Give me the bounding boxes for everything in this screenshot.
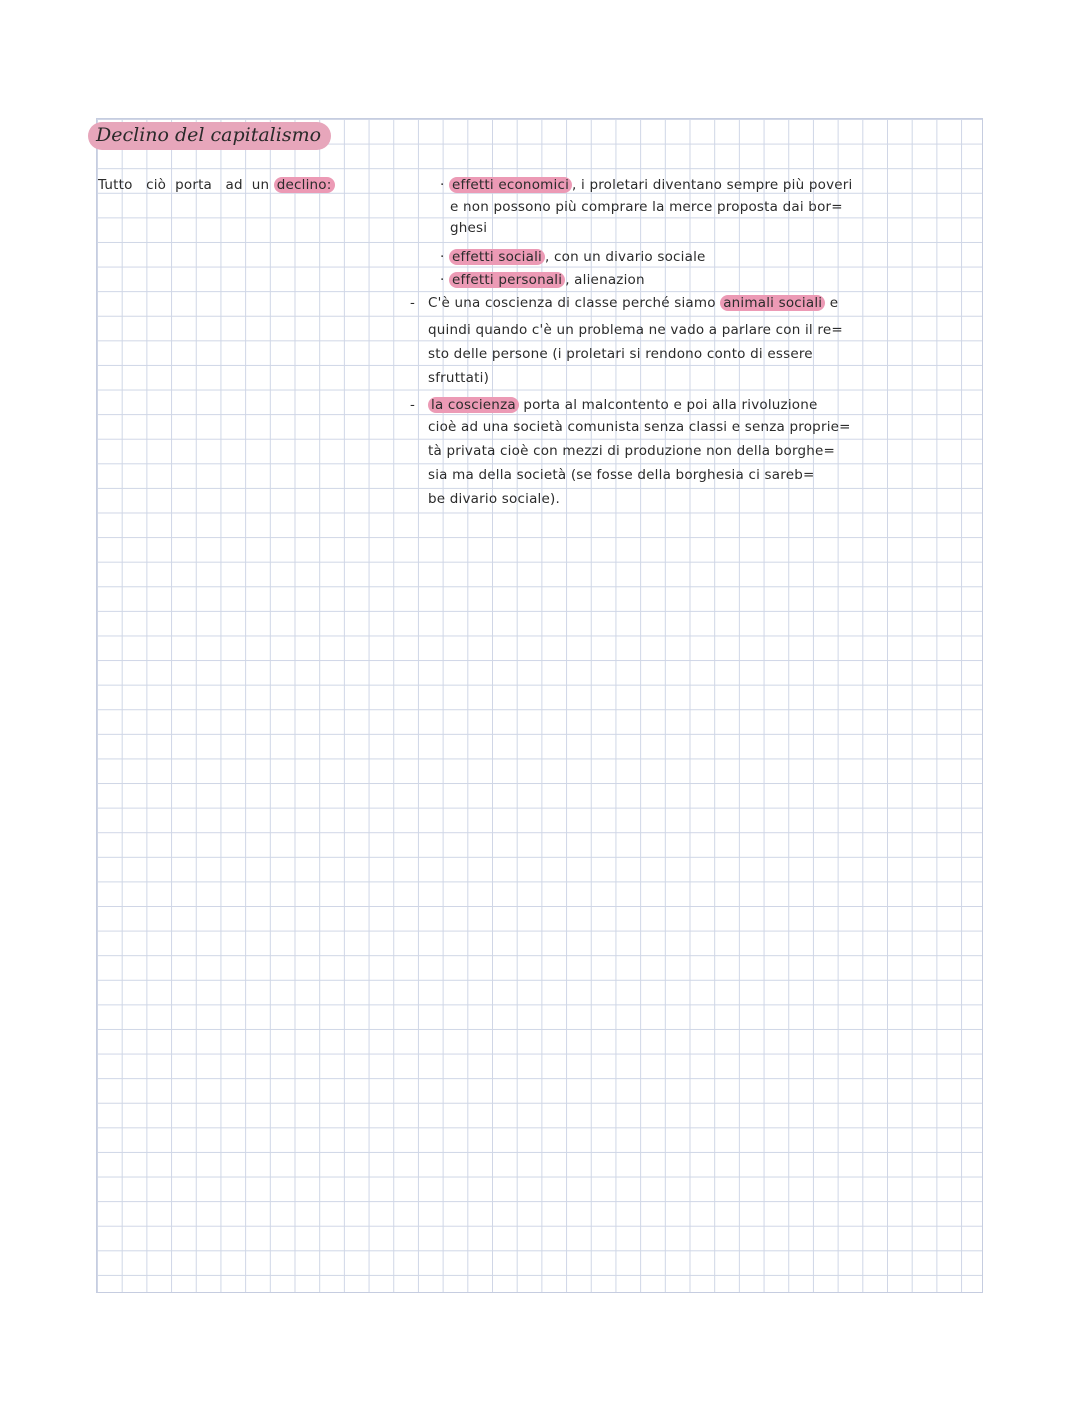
dash-item-2-line-2: cioè ad una società comunista senza classi e senza proprie=	[428, 419, 851, 435]
bullet-highlight: effetti economici	[449, 177, 572, 193]
dash-item-1-line-4: sfruttati)	[428, 370, 490, 386]
dash-item-2-line-5: be divario sociale).	[428, 491, 560, 507]
dash-item-1-line-3: sto delle persone (i proletari si rendono conto di essere	[428, 346, 813, 362]
line-text: C'è una coscienza di classe perché siamo	[428, 295, 721, 311]
line-highlight: animali sociali	[720, 295, 825, 311]
page-title: Declino del capitalismo	[88, 122, 331, 150]
bullet-marker: ·	[440, 177, 445, 193]
bullet-economic-cont-1: e non possono più comprare la merce proposta dai bor=	[450, 199, 843, 215]
bullet-economic-cont-2: ghesi	[450, 220, 488, 236]
dash-item-2-line-4: sia ma della società (se fosse della borghesia ci sareb=	[428, 467, 815, 483]
dash-marker-1: -	[410, 295, 416, 311]
bullet-marker: ·	[440, 249, 445, 265]
dash-item-2-line-3: tà privata cioè con mezzi di produzione non della borghe=	[428, 443, 836, 459]
line-text-post: e	[825, 295, 839, 311]
bullet-text: , con un divario sociale	[545, 249, 706, 265]
line-text-post: porta al malcontento e poi alla rivoluzione	[518, 397, 818, 413]
bullet-marker: ·	[440, 272, 445, 288]
dash-marker-2: -	[410, 397, 416, 413]
bullet-text: , i proletari diventano sempre più poveri	[572, 177, 853, 193]
intro-text: Tutto ciò porta ad un	[98, 177, 274, 193]
bullet-economic	[440, 177, 853, 193]
bullet-text: , alienazion	[565, 272, 645, 288]
intro-highlight: declino:	[274, 177, 335, 193]
bullet-highlight: effetti sociali	[449, 249, 545, 265]
bullet-highlight: effetti personali	[449, 272, 565, 288]
intro-line	[98, 177, 335, 193]
bullet-social	[440, 249, 706, 265]
dash-item-1-line-1	[428, 295, 838, 311]
dash-item-2-line-1	[428, 397, 818, 413]
bullet-personal	[440, 272, 645, 288]
line-highlight: la coscienza	[428, 397, 519, 413]
dash-item-1-line-2: quindi quando c'è un problema ne vado a parlare con il re=	[428, 322, 843, 338]
